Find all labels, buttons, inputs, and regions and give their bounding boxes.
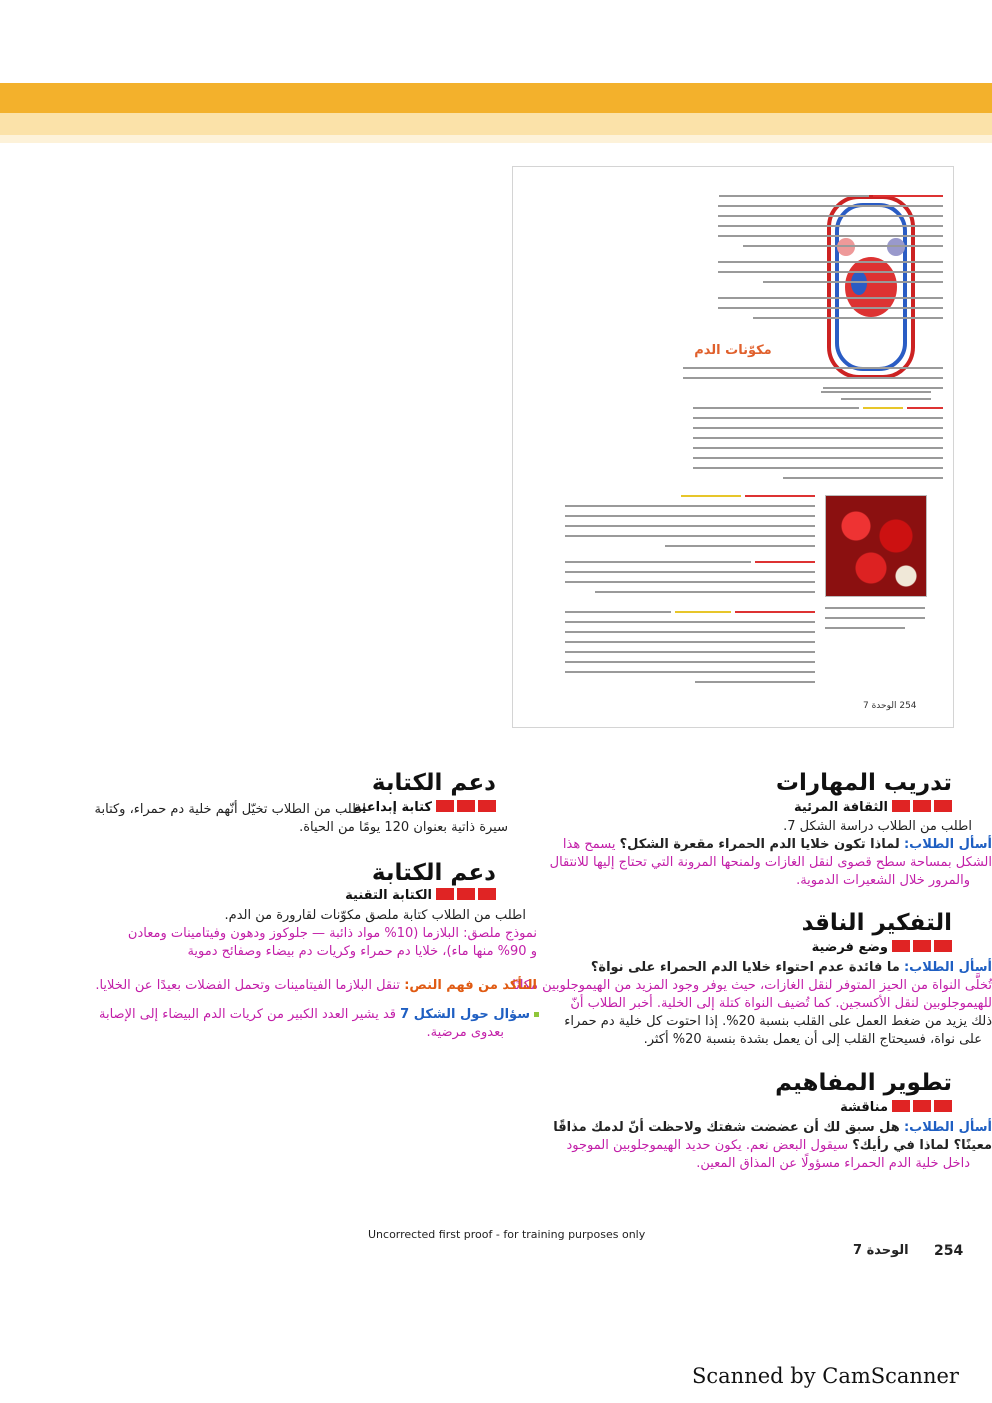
unit-label: الوحدة 7	[853, 1243, 909, 1258]
header-band-pale	[0, 135, 992, 143]
bullet-square-icon	[534, 1012, 539, 1017]
level-tags	[436, 888, 496, 900]
skills-heading: تدريب المهارات	[775, 770, 952, 796]
heart-circulation-icon	[811, 187, 931, 387]
writing1-line-1: اطلب من الطلاب تخيّل أنّهم خلية دم حمراء، وكتابة	[94, 802, 366, 817]
proof-notice: Uncorrected first proof - for training purposes only	[368, 1228, 646, 1241]
circulation-diagram	[811, 187, 931, 387]
inset-page-footer: 254 الوحدة 7	[863, 701, 917, 711]
header-band-orange	[0, 83, 992, 113]
critical-subheading: وضع فرضية	[811, 940, 888, 955]
level-tags	[892, 1100, 952, 1112]
concepts-subheading: مناقشة	[840, 1100, 888, 1115]
figure-question: سؤال حول الشكل 7 قد يشير العدد الكبير من كريات الدم البيضاء إلى الإصابة	[98, 1007, 530, 1022]
writing2-line-3: و 90% منها ماء)، خلايا دم حمراء وكريات دم بيضاء وصفائح دموية	[187, 944, 537, 959]
critical-answer-4: على نواة، فسيحتاج القلب إلى أن يعمل بشدة بنسبة 20% أكثر.	[643, 1032, 982, 1047]
header-band-light	[0, 113, 992, 135]
critical-answer-3: ذلك يزيد من ضغط العمل على القلب بنسبة 20%. إذا احتوت كل خلية دم حمراء	[564, 1014, 992, 1029]
concepts-answer-1: معينًا؟ لماذا في رأيك؟ سيقول البعض نعم. يكون حديد الهيموجلوبين الموجود	[566, 1138, 992, 1153]
concepts-heading: تطوير المفاهيم	[775, 1070, 952, 1096]
critical-heading: التفكير الناقد	[801, 910, 952, 936]
critical-question: أسأل الطلاب: ما فائدة عدم احتواء خلايا الدم الحمراء على نواة؟	[590, 960, 992, 975]
writing-subheading-1: كتابة إبداعية	[353, 800, 432, 815]
critical-answer-2: للهيموجلوبين لنقل الأكسجين. كما تُضيف النواة كتلة إلى الخلية. أخبر الطلاب أنّ	[570, 996, 992, 1011]
textbook-page-image	[512, 166, 954, 728]
writing2-line-1: اطلب من الطلاب كتابة ملصق مكوّنات لقارورة من الدم.	[224, 908, 526, 923]
level-tags	[892, 800, 952, 812]
writing2-line-2: نموذج ملصق: البلازما (10% مواد ذائبة — جلوكوز ودهون وفيتامينات ومعادن	[127, 926, 537, 941]
check-understanding: التأكد من فهم النص: تنقل البلازما الفيتامينات وتحمل الفضلات بعيدًا عن الخلايا.	[95, 978, 537, 993]
writing1-line-2: سيرة ذاتية بعنوان 120 يومًا من الحياة.	[299, 820, 508, 835]
skills-answer-3: والمرور خلال الشعيرات الدموية.	[796, 873, 970, 888]
figure-question-2: بعدوى مرضية.	[426, 1025, 504, 1040]
inset-section-title: مكوّنات الدم	[694, 343, 772, 358]
concepts-answer-2: داخل خلية الدم الحمراء مسؤولًا عن المذاق المعين.	[696, 1156, 970, 1171]
critical-answer-1: تُخلَّى النواة من الحيز المتوفر لنقل الغازات، حيث يوفر وجود المزيد من الهيموجلوبين مكانًا	[512, 978, 992, 993]
concepts-question: أسأل الطلاب: هل سبق لك أن عضضت شفتك ولاحظت أنّ لدمك مذاقًا	[553, 1120, 992, 1135]
red-blood-cells-photo	[825, 495, 927, 597]
skills-subheading: الثقافة المرئية	[793, 800, 888, 815]
scanner-watermark: Scanned by CamScanner	[692, 1364, 959, 1388]
skills-line-1: اطلب من الطلاب دراسة الشكل 7.	[783, 819, 972, 834]
writing-support-heading-2: دعم الكتابة	[371, 860, 496, 886]
skills-question: أسأل الطلاب: لماذا تكون خلايا الدم الحمراء مقعرة الشكل؟ يسمح هذا	[562, 837, 992, 852]
writing-subheading-2: الكتابة التقنية	[345, 888, 432, 903]
skills-answer-2: الشكل بمساحة سطح قصوى لنقل الغازات ولمنحها المرونة التي تحتاج إليها للانتقال	[549, 855, 992, 870]
level-tags	[892, 940, 952, 952]
page-number: 254	[934, 1243, 964, 1259]
writing-support-heading-1: دعم الكتابة	[371, 770, 496, 796]
